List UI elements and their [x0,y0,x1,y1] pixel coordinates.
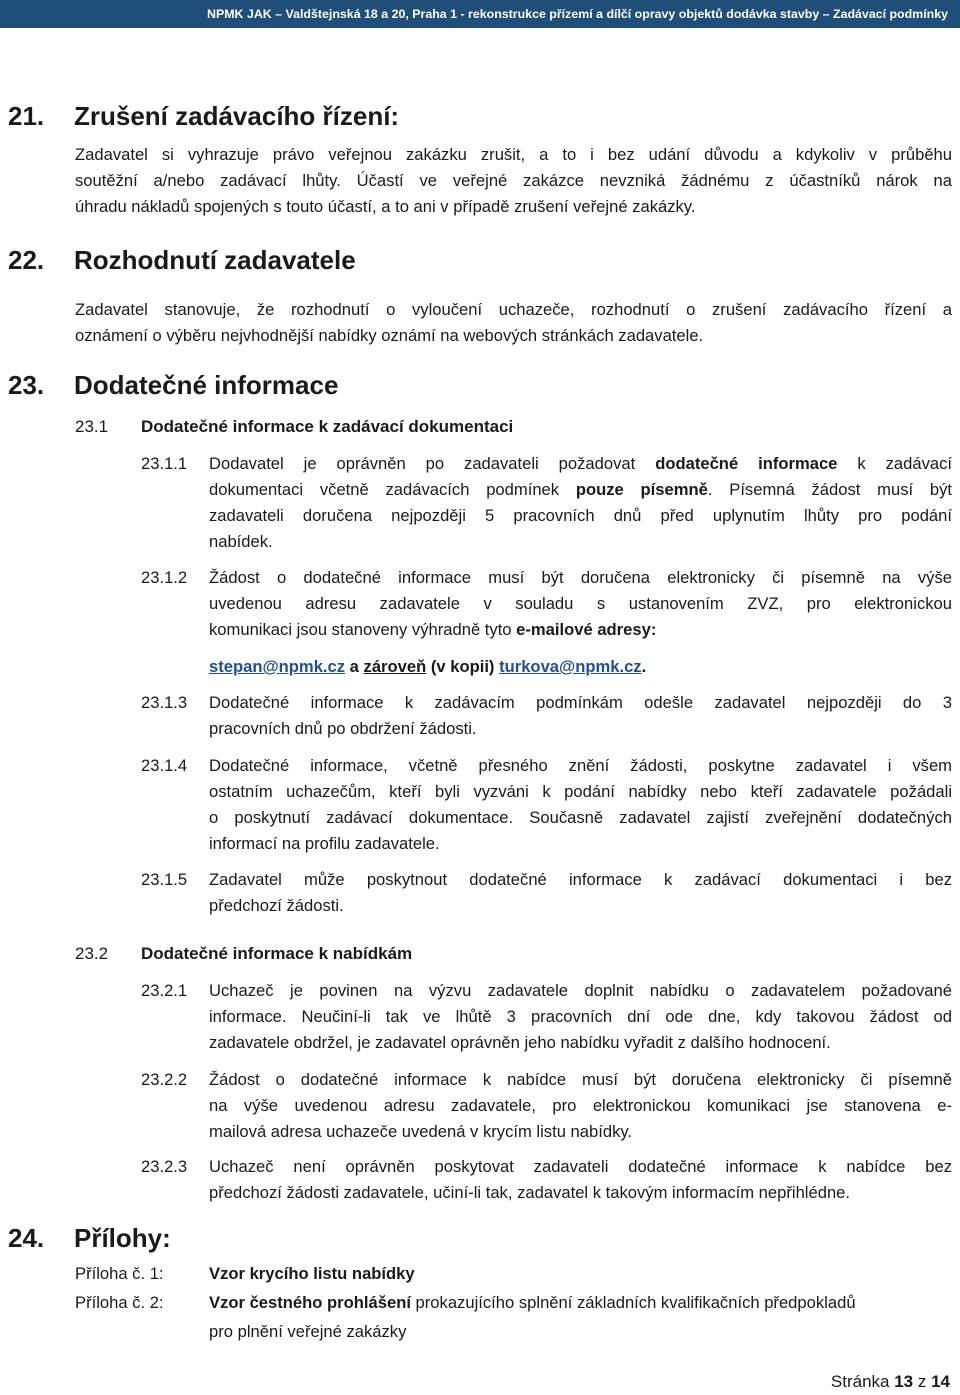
item-23-1-5 [141,867,952,919]
subsection-23-2-heading [75,943,412,965]
paragraph-line: Zadavatel si vyhrazuje právo veřejnou zakázku zrušit, a to i bez udání důvodu a kdykoliv v průběhu [75,145,952,164]
attachment-2-title: Vzor čestného prohlášení prokazujícího splnění základních kvalifikačních předpokladů [209,1293,856,1312]
item-line: Dodatečné informace, včetně přesného znění žádosti, poskytne zadavatel i všem [209,756,952,775]
section-21-heading [8,100,399,132]
document-header: NPMK JAK – Valdštejnská 18 a 20, Praha 1 - rekonstrukce přízemí a dílčí opravy objektů dodávka stavby – Zadávací podmínky [0,0,960,28]
item-line: zadavateli doručena nejpozději 5 pracovních dnů před uplynutím lhůty pro podání [209,506,952,525]
item-line: komunikaci jsou stanoveny výhradně tyto e-mailové adresy: [209,620,657,639]
item-line: nabídek. [209,532,273,551]
paragraph-line: oznámení o výběru nejvhodnější nabídky oznámí na webových stránkách zadavatele. [75,326,704,345]
item-line: zadavatele obdržel, je zadavatel oprávněn jeho nabídku vyřadit z dalšího hodnocení. [209,1033,831,1052]
item-23-1-4 [141,753,952,857]
subsection-23-1-heading [75,416,513,438]
item-line: Uchazeč není oprávněn poskytovat zadavateli dodatečné informace k nabídce bez [209,1157,952,1176]
subsection-title: Dodatečné informace k zadávací dokumentaci [141,417,514,436]
item-number: 23.2.3 [141,1157,188,1176]
item-23-2-2 [141,1067,952,1145]
section-21-paragraph [75,142,952,220]
section-24-heading [8,1222,171,1254]
item-23-2-1 [141,978,952,1056]
item-line: Dodatečné informace k zadávacím podmínkám odešle zadavatel nejpozději do 3 [209,693,952,712]
paragraph-line: úhradu nákladů spojených s touto účastí, a to ani v případě zrušení veřejné zakázky. [75,197,696,216]
item-line: na výše uvedenou adresu zadavatele, pro elektronickou komunikaci jse stanovena e- [209,1096,952,1115]
item-line: Žádost o dodatečné informace musí být doručena elektronicky či písemně na výše [209,568,952,587]
attachment-1-title: Vzor krycího listu nabídky [209,1264,415,1283]
item-line: předchozí žádosti zadavatele, učiní-li tak, zadavatel k takovým informacím nepřihlédne. [209,1183,851,1202]
subsection-number: 23.1 [75,417,109,436]
attachment-2-title-line2: pro plnění veřejné zakázky [209,1322,407,1341]
item-number: 23.1.3 [141,693,188,712]
item-number: 23.2.2 [141,1070,188,1089]
item-number: 23.1.5 [141,870,188,889]
section-title: Dodatečné informace [74,370,339,400]
section-title: Rozhodnutí zadavatele [74,245,356,275]
item-line: informace. Neučiní-li tak ve lhůtě 3 pracovních dní ode dne, kdy takovou žádost od [209,1007,952,1026]
section-22-heading [8,244,356,276]
attachment-1-label: Příloha č. 1: [75,1264,164,1283]
item-number: 23.1.2 [141,568,188,587]
paragraph-line: soutěžní a/nebo zadávací lhůty. Účastí ve veřejné zakázce nevzniká žádnému z účastníků nárok na [75,171,952,190]
subsection-number: 23.2 [75,944,109,963]
section-number: 22. [8,245,45,275]
item-line: Uchazeč je povinen na výzvu zadavatele doplnit nabídku o zadavatelem požadované [209,981,952,1000]
item-line: o poskytnutí zadávací dokumentace. Současně zadavatel zajistí zveřejnění dodatečných [209,808,952,827]
item-line: mailová adresa uchazeče uvedená v krycím listu nabídky. [209,1122,633,1141]
section-number: 21. [8,101,45,131]
section-number: 23. [8,370,45,400]
paragraph-line: Zadavatel stanovuje, že rozhodnutí o vyloučení uchazeče, rozhodnutí o zrušení zadávacího řízení a [75,300,952,319]
item-line: pracovních dnů po obdržení žádosti. [209,719,477,738]
section-title: Zrušení zadávacího řízení: [74,101,400,131]
section-23-heading [8,369,338,401]
item-line: informací na profilu zadavatele. [209,834,440,853]
item-23-1-2 [141,565,952,643]
item-line: uvedenou adresu zadavatele v souladu s ustanovením ZVZ, pro elektronickou [209,594,952,613]
item-number: 23.2.1 [141,981,188,1000]
subsection-title: Dodatečné informace k nabídkám [141,944,413,963]
page-number: Stránka 13 z 14 [830,1372,950,1391]
item-number: 23.1.4 [141,756,188,775]
item-line: Zadavatel může poskytnout dodatečné informace k zadávací dokumentaci i bez [209,870,952,889]
item-number: 23.1.1 [141,454,188,473]
attachment-2-label: Příloha č. 2: [75,1293,164,1312]
section-22-paragraph [75,297,952,349]
section-title: Přílohy: [74,1223,171,1253]
item-line: Dodavatel je oprávněn po zadavateli požadovat dodatečné informace k zadávací [209,454,953,473]
item-23-2-3 [141,1154,952,1206]
section-number: 24. [8,1223,45,1253]
email-link-turkova[interactable]: turkova@npmk.cz [499,657,642,676]
item-line: Žádost o dodatečné informace k nabídce musí být doručena elektronicky či písemně [209,1070,952,1089]
item-23-1-3 [141,690,952,742]
item-line: předchozí žádosti. [209,896,344,915]
item-line: ostatním uchazečům, kteří byli vyzváni k podání nabídky nebo kteří zadavatele požádali [209,782,952,801]
contact-emails: stepan@npmk.cz a zároveň (v kopii) turkova@npmk.cz. [209,657,647,676]
email-link-stepan[interactable]: stepan@npmk.cz [209,657,346,676]
item-23-1-1 [141,451,952,555]
item-line: dokumentaci včetně zadávacích podmínek pouze písemně. Písemná žádost musí být [209,480,952,499]
